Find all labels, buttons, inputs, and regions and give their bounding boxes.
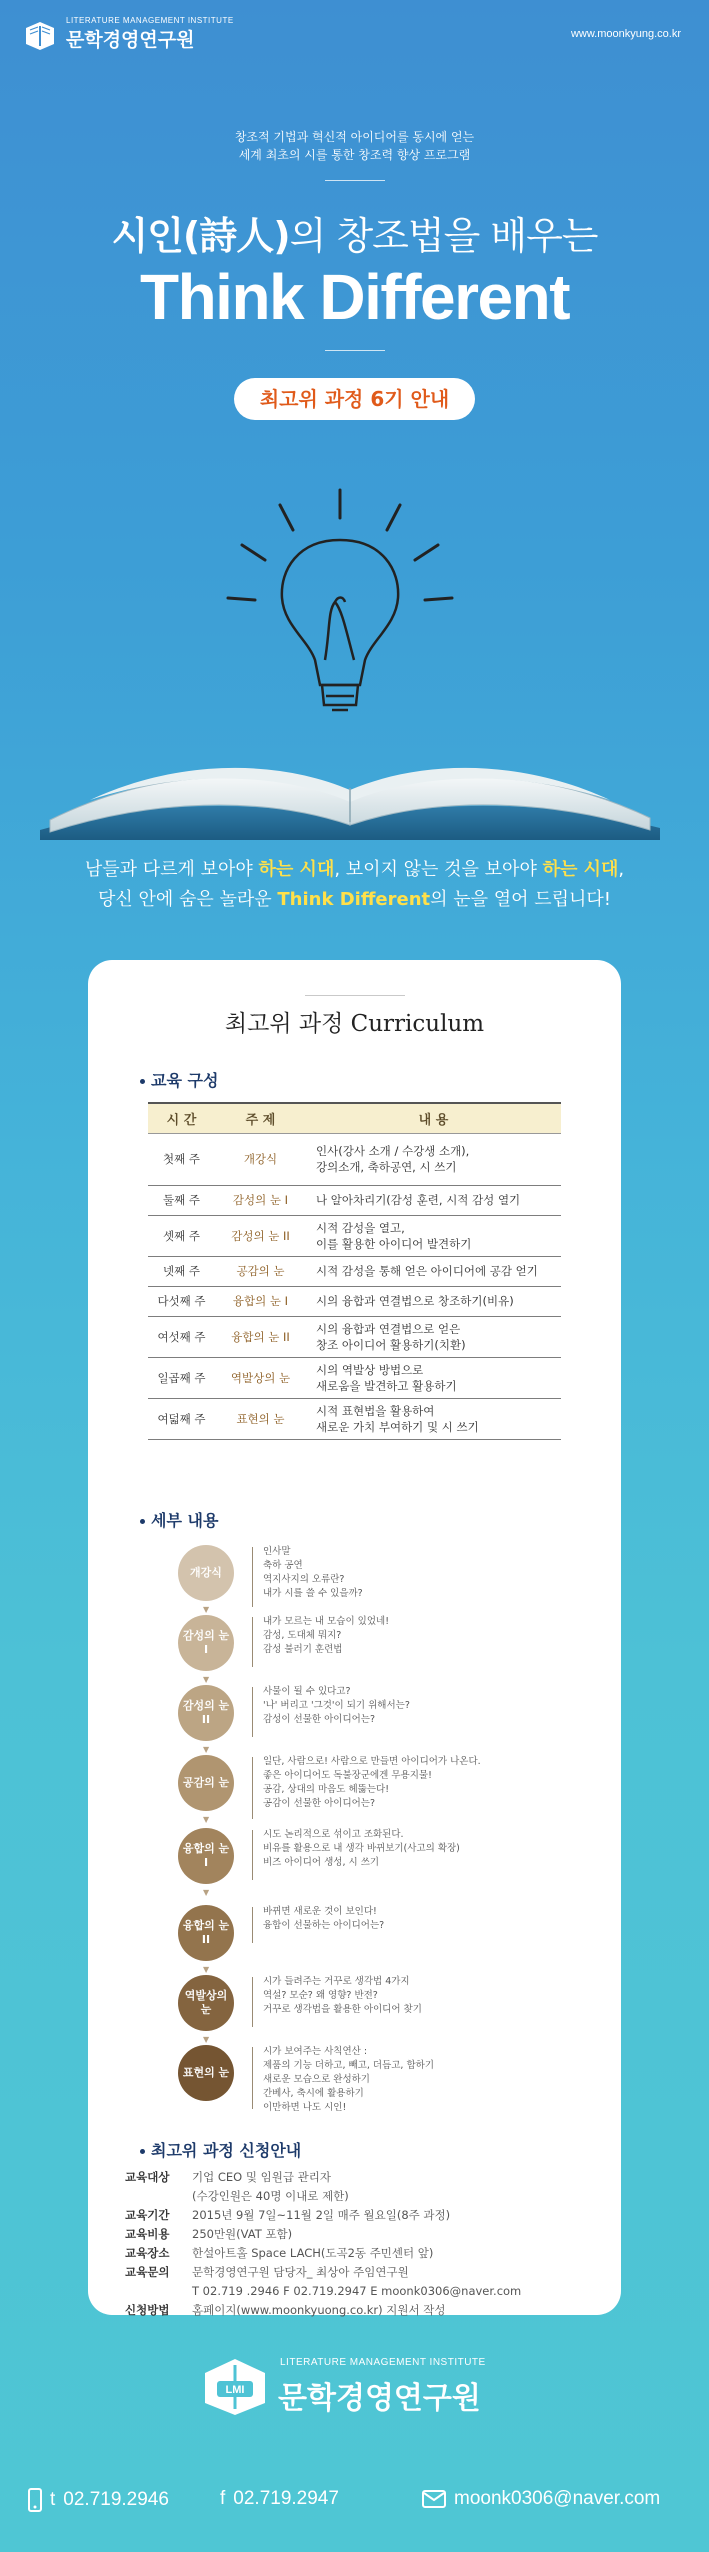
detail-item bbox=[178, 1975, 422, 2031]
apply-info-line: 한설아트홀 Space LACH(도곡2동 주민센터 앞) bbox=[192, 2246, 434, 2260]
cell-topic: 표현의 눈 bbox=[215, 1398, 306, 1439]
apply-info-value bbox=[192, 2301, 445, 2320]
detail-divider bbox=[252, 1907, 253, 1943]
footer-logo[interactable] bbox=[200, 2345, 520, 2425]
detail-line: 간베사, 축시에 활용하기 bbox=[263, 2088, 364, 2099]
tagline-1b: 하는 시대 bbox=[258, 859, 335, 880]
detail-line: 인사말 bbox=[263, 1546, 291, 1557]
detail-line: 좋은 아이디어도 독불장군에겐 무용지물! bbox=[263, 1770, 432, 1781]
cell-topic: 감성의 눈 II bbox=[215, 1215, 306, 1256]
th-time: 시 간 bbox=[148, 1103, 215, 1133]
tagline-line-1 bbox=[0, 855, 709, 885]
cell-time: 셋째 주 bbox=[148, 1215, 215, 1256]
detail-text bbox=[263, 2045, 434, 2115]
tagline-2b: Think Different bbox=[277, 889, 431, 910]
apply-info-line: 문학경영연구원 담당자_ 최상아 주임연구원 bbox=[192, 2265, 409, 2279]
tagline-2c: 의 눈을 열어 드립니다! bbox=[430, 889, 611, 910]
bullet-icon bbox=[140, 2149, 145, 2154]
th-topic: 주 제 bbox=[215, 1103, 306, 1133]
table-row bbox=[148, 1133, 561, 1185]
main-title-light: 의 창조법을 배우는 bbox=[289, 214, 598, 258]
apply-info-line: T 02.719 .2946 F 02.719.2947 E moonk0306@naver.com bbox=[192, 2284, 522, 2298]
detail-line: 역설? 모순? 왜 영향? 반전? bbox=[263, 1990, 378, 2001]
think-different-title: Think Different bbox=[139, 261, 570, 333]
chevron-down-icon: ▼ bbox=[203, 1675, 210, 1684]
detail-line: 감성 불러기 훈련법 bbox=[263, 1644, 343, 1655]
detail-divider bbox=[252, 1617, 253, 1667]
cell-content: 시의 역발상 방법으로 새로움을 발견하고 활용하기 bbox=[306, 1357, 561, 1398]
detail-line: 새로운 모습으로 완성하기 bbox=[263, 2074, 370, 2085]
detail-text bbox=[263, 1545, 363, 1601]
card-title-rule bbox=[305, 995, 405, 996]
curriculum-table bbox=[148, 1102, 561, 1440]
phone-icon bbox=[28, 2488, 42, 2512]
cell-time: 여덟째 주 bbox=[148, 1398, 215, 1439]
tagline-line-2 bbox=[0, 885, 709, 915]
apply-info-line: (수강인원은 40명 이내로 제한) bbox=[192, 2189, 349, 2203]
detail-line: 축하 공연 bbox=[263, 1560, 303, 1571]
cell-content: 나 알아차리기(감성 훈련, 시적 감성 열기 bbox=[306, 1185, 561, 1215]
tagline bbox=[0, 855, 709, 915]
main-title bbox=[0, 205, 709, 260]
table-row bbox=[148, 1398, 561, 1439]
open-book-icon bbox=[40, 768, 660, 840]
table-header-row bbox=[148, 1103, 561, 1133]
detail-divider bbox=[252, 1757, 253, 1819]
apply-info-row bbox=[125, 2263, 521, 2301]
apply-info-row bbox=[125, 2301, 521, 2320]
cell-topic: 개강식 bbox=[215, 1133, 306, 1185]
cell-topic: 역발상의 눈 bbox=[215, 1357, 306, 1398]
section2-label: 세부 내용 bbox=[151, 1511, 219, 1530]
detail-circle: 융합의 눈 II bbox=[178, 1905, 234, 1961]
section-details bbox=[140, 1508, 218, 1531]
cell-topic: 공감의 눈 bbox=[215, 1256, 306, 1286]
detail-line: 거꾸로 생각법을 활용한 아이디어 찾기 bbox=[263, 2004, 422, 2015]
chevron-down-icon: ▼ bbox=[203, 2035, 210, 2044]
footer-contact-bar bbox=[0, 2488, 709, 2538]
table-row bbox=[148, 1316, 561, 1357]
table-row bbox=[148, 1185, 561, 1215]
detail-item bbox=[178, 1615, 389, 1671]
cell-content: 시적 표현법을 활용하여 새로운 가치 부여하기 및 시 쓰기 bbox=[306, 1398, 561, 1439]
cell-time: 일곱째 주 bbox=[148, 1357, 215, 1398]
apply-info-line: 홈페이지(www.moonkyuong.co.kr) 지원서 작성 bbox=[192, 2303, 446, 2317]
apply-info-line: 기업 CEO 및 임원급 관리자 bbox=[192, 2170, 331, 2184]
intro-line-1: 창조적 기법과 혁신적 아이디어를 동시에 얻는 bbox=[234, 130, 475, 144]
detail-circle: 개강식 bbox=[178, 1545, 234, 1601]
detail-text bbox=[263, 1755, 481, 1811]
email-address: moonk0306@naver.com bbox=[454, 2488, 661, 2509]
apply-info-key: 교육문의 bbox=[125, 2265, 170, 2279]
detail-item bbox=[178, 1828, 460, 1884]
apply-info-value bbox=[192, 2244, 433, 2263]
chevron-down-icon: ▼ bbox=[203, 1605, 210, 1614]
detail-line: '나' 버리고 '그것'이 되기 위해서는? bbox=[263, 1700, 410, 1711]
apply-info-row bbox=[125, 2206, 521, 2225]
detail-circle: 공감의 눈 bbox=[178, 1755, 234, 1811]
email-icon bbox=[422, 2490, 446, 2508]
detail-line: 일단, 사람으로! 사람으로 만들면 아이디어가 나온다. bbox=[263, 1756, 481, 1767]
footer-phone[interactable] bbox=[28, 2488, 169, 2512]
apply-info bbox=[125, 2168, 521, 2320]
apply-info-key: 교육비용 bbox=[125, 2227, 170, 2241]
tagline-1d: 하는 시대 bbox=[542, 859, 619, 880]
main-title-bold: 시인(詩人) bbox=[111, 214, 290, 258]
cell-topic: 융합의 눈 I bbox=[215, 1286, 306, 1316]
chevron-down-icon: ▼ bbox=[203, 1815, 210, 1824]
detail-line: 공감이 선물한 아이디어는? bbox=[263, 1798, 376, 1809]
footer-book-logo-icon bbox=[200, 2353, 270, 2419]
lightbulb-book-illustration bbox=[30, 470, 680, 840]
detail-divider bbox=[252, 1687, 253, 1737]
lightbulb-icon bbox=[282, 540, 398, 710]
course-badge: 최고위 과정 6기 안내 bbox=[234, 378, 475, 420]
cell-time: 여섯째 주 bbox=[148, 1316, 215, 1357]
detail-text bbox=[263, 1975, 422, 2017]
hero-divider-top bbox=[325, 180, 385, 181]
detail-divider bbox=[252, 1977, 253, 2027]
detail-line: 역지사지의 오류란? bbox=[263, 1574, 345, 1585]
apply-info-row bbox=[125, 2225, 521, 2244]
chevron-down-icon: ▼ bbox=[203, 1745, 210, 1754]
detail-circle: 감성의 눈 II bbox=[178, 1685, 234, 1741]
chevron-down-icon: ▼ bbox=[203, 1888, 210, 1897]
cell-time: 둘째 주 bbox=[148, 1185, 215, 1215]
table-row bbox=[148, 1286, 561, 1316]
detail-divider bbox=[252, 1547, 253, 1607]
fax-number: 02.719.2947 bbox=[233, 2488, 339, 2509]
apply-info-value bbox=[192, 2225, 292, 2244]
header-logo[interactable] bbox=[22, 16, 234, 52]
curriculum-title: 최고위 과정 Curriculum bbox=[224, 1011, 485, 1037]
detail-divider bbox=[252, 2047, 253, 2109]
detail-line: 내가 모르는 내 모습이 있었네! bbox=[263, 1616, 390, 1627]
detail-text bbox=[263, 1615, 389, 1657]
th-content: 내 용 bbox=[306, 1103, 561, 1133]
detail-item bbox=[178, 2045, 434, 2115]
detail-circle: 표현의 눈 bbox=[178, 2045, 234, 2101]
tagline-1e: , bbox=[618, 859, 625, 880]
detail-line: 감성, 도대체 뭐지? bbox=[263, 1630, 342, 1641]
section1-label: 교육 구성 bbox=[151, 1071, 219, 1090]
apply-info-row bbox=[125, 2168, 521, 2206]
cell-time: 넷째 주 bbox=[148, 1256, 215, 1286]
cell-content: 시적 감성을 열고, 이를 활용한 아이디어 발견하기 bbox=[306, 1215, 561, 1256]
cell-content: 시적 감성을 통해 얻은 아이디어에 공감 얻기 bbox=[306, 1256, 561, 1286]
apply-info-value bbox=[192, 2168, 349, 2206]
section-apply bbox=[140, 2138, 301, 2161]
apply-title: 최고위 과정 신청안내 bbox=[151, 2141, 302, 2160]
detail-line: 비유를 활용으로 내 생각 바뀌보기(사고의 확장) bbox=[263, 1843, 460, 1854]
detail-line: 감성이 선물한 아이디어는? bbox=[263, 1714, 376, 1725]
detail-text bbox=[263, 1905, 384, 1933]
table-row bbox=[148, 1357, 561, 1398]
bullet-icon bbox=[140, 1519, 145, 1524]
apply-info-line: 2015년 9월 7일~11월 2일 매주 월요일(8주 과정) bbox=[192, 2208, 451, 2222]
detail-line: 이만하면 나도 시인! bbox=[263, 2102, 347, 2113]
apply-info-key: 교육기간 bbox=[125, 2208, 170, 2222]
detail-divider bbox=[252, 1830, 253, 1880]
curriculum-table-wrap bbox=[148, 1102, 561, 1440]
detail-circle: 감성의 눈 I bbox=[178, 1615, 234, 1671]
tagline-2a: 당신 안에 숨은 놀라운 bbox=[98, 889, 278, 910]
detail-item bbox=[178, 1685, 410, 1741]
cell-time: 첫째 주 bbox=[148, 1133, 215, 1185]
footer-email[interactable] bbox=[422, 2488, 660, 2510]
detail-line: 시가 들려주는 거꾸로 생각법 4가지 bbox=[263, 1976, 410, 1987]
apply-info-row bbox=[125, 2244, 521, 2263]
bullet-icon bbox=[140, 1079, 145, 1084]
detail-line: 바뀌면 새로운 것이 보인다! bbox=[263, 1906, 377, 1917]
apply-info-value bbox=[192, 2263, 521, 2301]
footer-logo-english: LITERATURE MANAGEMENT INSTITUTE bbox=[280, 2357, 486, 2368]
detail-line: 비즈 아이디어 생성, 시 쓰기 bbox=[263, 1857, 380, 1868]
detail-line: 공감, 상대의 마음도 헤뚫는다! bbox=[263, 1784, 390, 1795]
apply-info-line: 250만원(VAT 포함) bbox=[192, 2227, 293, 2241]
cell-topic: 감성의 눈 I bbox=[215, 1185, 306, 1215]
detail-text bbox=[263, 1828, 460, 1870]
tagline-1c: , 보이지 않는 것을 보아야 bbox=[334, 859, 543, 880]
cell-topic: 융합의 눈 II bbox=[215, 1316, 306, 1357]
detail-item bbox=[178, 1905, 384, 1961]
apply-info-key: 신청방법 bbox=[125, 2303, 170, 2317]
detail-line: 융합이 선물하는 아이디어는? bbox=[263, 1920, 385, 1931]
tagline-1a: 남들과 다르게 보아야 bbox=[84, 859, 259, 880]
detail-line: 내가 시를 쓸 수 있을까? bbox=[263, 1588, 363, 1599]
hero-divider-bottom bbox=[325, 350, 385, 351]
cell-content: 시의 융합과 연결법으로 얻은 창조 아이디어 활용하기(치환) bbox=[306, 1316, 561, 1357]
footer-logo-korean: 문학경영연구원 bbox=[278, 2381, 481, 2416]
cell-content: 인사(강사 소개 / 수강생 소개), 강의소개, 축하공연, 시 쓰기 bbox=[306, 1133, 561, 1185]
book-logo-icon bbox=[22, 16, 58, 52]
intro-text bbox=[0, 128, 709, 164]
detail-item bbox=[178, 1755, 481, 1819]
cell-content: 시의 융합과 연결법으로 창조하기(비유) bbox=[306, 1286, 561, 1316]
tel-label: t bbox=[50, 2489, 56, 2510]
logo-english-name: LITERATURE MANAGEMENT INSTITUTE bbox=[66, 16, 234, 25]
lmi-badge: LMI bbox=[225, 2384, 245, 2396]
intro-line-2: 세계 최초의 시를 통한 창조력 향상 프로그램 bbox=[238, 148, 471, 162]
apply-info-value bbox=[192, 2206, 450, 2225]
apply-info-key: 교육장소 bbox=[125, 2246, 170, 2260]
detail-line: 시가 보여주는 사칙연산 : bbox=[263, 2046, 368, 2057]
detail-item bbox=[178, 1545, 363, 1607]
apply-info-key: 교육대상 bbox=[125, 2170, 170, 2184]
detail-line: 제품의 기능 더하고, 빼고, 더듬고, 합하기 bbox=[263, 2060, 434, 2071]
cell-time: 다섯째 주 bbox=[148, 1286, 215, 1316]
site-url-link[interactable]: www.moonkyung.co.kr bbox=[570, 28, 681, 40]
chevron-down-icon: ▼ bbox=[203, 1965, 210, 1974]
section-education-structure bbox=[140, 1068, 218, 1091]
detail-line: 사물이 될 수 있다고? bbox=[263, 1686, 351, 1697]
detail-circle: 역발상의 눈 bbox=[178, 1975, 234, 2031]
detail-circle: 융합의 눈 I bbox=[178, 1828, 234, 1884]
detail-line: 시도 논리적으로 섞이고 조화된다. bbox=[263, 1829, 404, 1840]
light-rays-icon bbox=[228, 490, 452, 600]
detail-text bbox=[263, 1685, 410, 1727]
tel-number: 02.719.2946 bbox=[63, 2489, 169, 2510]
table-row bbox=[148, 1215, 561, 1256]
table-row bbox=[148, 1256, 561, 1286]
footer-fax[interactable] bbox=[220, 2488, 339, 2510]
fax-label: f bbox=[220, 2488, 226, 2509]
logo-korean-name: 문학경영연구원 bbox=[66, 29, 195, 51]
